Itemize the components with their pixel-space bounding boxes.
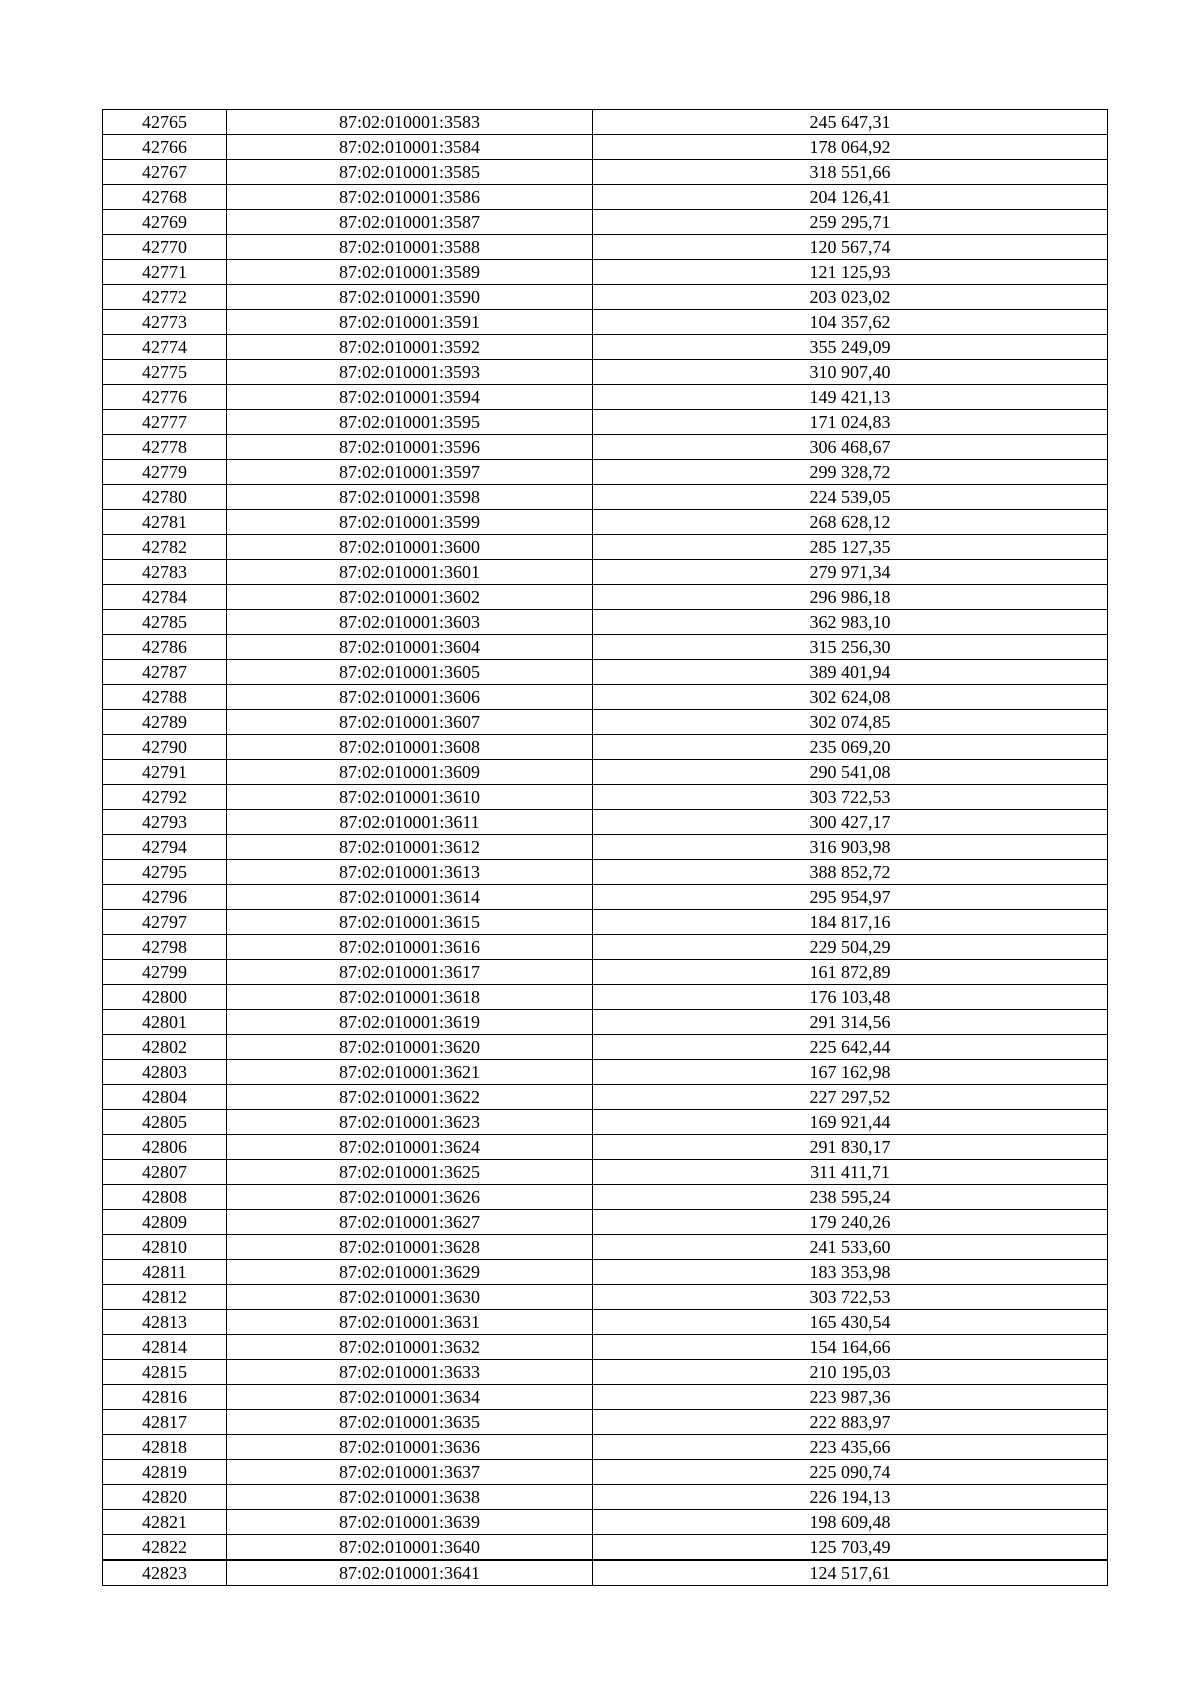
row-number-cell: 42822 (103, 1535, 227, 1561)
table-row (103, 985, 1108, 1010)
cadastral-number-cell: 87:02:010001:3585 (227, 160, 593, 185)
row-number-cell: 42803 (103, 1060, 227, 1085)
cadastral-value-cell: 224 539,05 (593, 485, 1108, 510)
row-number-cell: 42790 (103, 735, 227, 760)
cadastral-value-cell: 104 357,62 (593, 310, 1108, 335)
cadastral-number-cell: 87:02:010001:3588 (227, 235, 593, 260)
row-number-cell: 42770 (103, 235, 227, 260)
cadastral-number-cell: 87:02:010001:3621 (227, 1060, 593, 1085)
cadastral-number-cell: 87:02:010001:3599 (227, 510, 593, 535)
table-row (103, 535, 1108, 560)
cadastral-number-cell: 87:02:010001:3629 (227, 1260, 593, 1285)
row-number-cell: 42802 (103, 1035, 227, 1060)
cadastral-number-cell: 87:02:010001:3628 (227, 1235, 593, 1260)
cadastral-number-cell: 87:02:010001:3638 (227, 1485, 593, 1510)
cadastral-value-cell: 303 722,53 (593, 785, 1108, 810)
row-number-cell: 42794 (103, 835, 227, 860)
row-number-cell: 42778 (103, 435, 227, 460)
cadastral-value-cell: 169 921,44 (593, 1110, 1108, 1135)
table-row (103, 860, 1108, 885)
cadastral-value-cell: 210 195,03 (593, 1360, 1108, 1385)
cadastral-value-cell: 241 533,60 (593, 1235, 1108, 1260)
row-number-cell: 42781 (103, 510, 227, 535)
cadastral-value-cell: 184 817,16 (593, 910, 1108, 935)
cadastral-number-cell: 87:02:010001:3631 (227, 1310, 593, 1335)
cadastral-number-cell: 87:02:010001:3600 (227, 535, 593, 560)
cadastral-number-cell: 87:02:010001:3603 (227, 610, 593, 635)
cadastral-number-cell: 87:02:010001:3616 (227, 935, 593, 960)
row-number-cell: 42788 (103, 685, 227, 710)
cadastral-number-cell: 87:02:010001:3625 (227, 1160, 593, 1185)
table-row (103, 1260, 1108, 1285)
cadastral-number-cell: 87:02:010001:3623 (227, 1110, 593, 1135)
row-number-cell: 42818 (103, 1435, 227, 1460)
table-row (103, 560, 1108, 585)
table-row (103, 1485, 1108, 1510)
row-number-cell: 42771 (103, 260, 227, 285)
cadastral-number-cell: 87:02:010001:3586 (227, 185, 593, 210)
row-number-cell: 42801 (103, 1010, 227, 1035)
table-row (103, 310, 1108, 335)
cadastral-number-cell: 87:02:010001:3639 (227, 1510, 593, 1535)
row-number-cell: 42805 (103, 1110, 227, 1135)
row-number-cell: 42789 (103, 710, 227, 735)
cadastral-number-cell: 87:02:010001:3618 (227, 985, 593, 1010)
table-row (103, 1310, 1108, 1335)
row-number-cell: 42785 (103, 610, 227, 635)
cadastral-number-cell: 87:02:010001:3634 (227, 1385, 593, 1410)
cadastral-number-cell: 87:02:010001:3627 (227, 1210, 593, 1235)
cadastral-value-cell: 149 421,13 (593, 385, 1108, 410)
row-number-cell: 42806 (103, 1135, 227, 1160)
table-row (103, 1010, 1108, 1035)
table-row (103, 585, 1108, 610)
row-number-cell: 42813 (103, 1310, 227, 1335)
row-number-cell: 42817 (103, 1410, 227, 1435)
row-number-cell: 42787 (103, 660, 227, 685)
row-number-cell: 42811 (103, 1260, 227, 1285)
cadastral-number-cell: 87:02:010001:3592 (227, 335, 593, 360)
row-number-cell: 42796 (103, 885, 227, 910)
cadastral-number-cell: 87:02:010001:3626 (227, 1185, 593, 1210)
row-number-cell: 42807 (103, 1160, 227, 1185)
cadastral-number-cell: 87:02:010001:3611 (227, 810, 593, 835)
cadastral-value-cell: 198 609,48 (593, 1510, 1108, 1535)
table-row (103, 735, 1108, 760)
cadastral-number-cell: 87:02:010001:3604 (227, 635, 593, 660)
cadastral-value-cell: 306 468,67 (593, 435, 1108, 460)
table-row (103, 1335, 1108, 1360)
row-number-cell: 42772 (103, 285, 227, 310)
table-row (103, 710, 1108, 735)
table-row (103, 360, 1108, 385)
row-number-cell: 42791 (103, 760, 227, 785)
table-row (103, 260, 1108, 285)
cadastral-number-cell: 87:02:010001:3640 (227, 1535, 593, 1561)
cadastral-value-cell: 315 256,30 (593, 635, 1108, 660)
row-number-cell: 42809 (103, 1210, 227, 1235)
row-number-cell: 42773 (103, 310, 227, 335)
row-number-cell: 42815 (103, 1360, 227, 1385)
cadastral-value-cell: 176 103,48 (593, 985, 1108, 1010)
table-row (103, 760, 1108, 785)
cadastral-value-cell: 300 427,17 (593, 810, 1108, 835)
cadastral-value-cell: 204 126,41 (593, 185, 1108, 210)
table-row (103, 285, 1108, 310)
cadastral-value-cell: 171 024,83 (593, 410, 1108, 435)
row-number-cell: 42765 (103, 110, 227, 135)
cadastral-value-table (102, 109, 1108, 1586)
cadastral-value-cell: 362 983,10 (593, 610, 1108, 635)
table-row (103, 1535, 1108, 1561)
cadastral-value-cell: 299 328,72 (593, 460, 1108, 485)
row-number-cell: 42795 (103, 860, 227, 885)
row-number-cell: 42766 (103, 135, 227, 160)
table-row (103, 160, 1108, 185)
row-number-cell: 42819 (103, 1460, 227, 1485)
row-number-cell: 42797 (103, 910, 227, 935)
cadastral-number-cell: 87:02:010001:3583 (227, 110, 593, 135)
table-row (103, 810, 1108, 835)
cadastral-value-cell: 165 430,54 (593, 1310, 1108, 1335)
cadastral-value-cell: 279 971,34 (593, 560, 1108, 585)
cadastral-number-cell: 87:02:010001:3635 (227, 1410, 593, 1435)
cadastral-value-cell: 291 314,56 (593, 1010, 1108, 1035)
cadastral-number-cell: 87:02:010001:3605 (227, 660, 593, 685)
table-row (103, 235, 1108, 260)
table-row (103, 335, 1108, 360)
table-row (103, 110, 1108, 135)
cadastral-number-cell: 87:02:010001:3591 (227, 310, 593, 335)
table-row (103, 910, 1108, 935)
cadastral-value-cell: 295 954,97 (593, 885, 1108, 910)
table-row (103, 635, 1108, 660)
cadastral-number-cell: 87:02:010001:3620 (227, 1035, 593, 1060)
cadastral-value-cell: 161 872,89 (593, 960, 1108, 985)
table-row (103, 510, 1108, 535)
cadastral-number-cell: 87:02:010001:3602 (227, 585, 593, 610)
cadastral-number-cell: 87:02:010001:3607 (227, 710, 593, 735)
cadastral-number-cell: 87:02:010001:3590 (227, 285, 593, 310)
row-number-cell: 42798 (103, 935, 227, 960)
table-row (103, 685, 1108, 710)
row-number-cell: 42783 (103, 560, 227, 585)
table-row (103, 785, 1108, 810)
table-body (103, 110, 1108, 1586)
cadastral-value-cell: 310 907,40 (593, 360, 1108, 385)
cadastral-number-cell: 87:02:010001:3584 (227, 135, 593, 160)
cadastral-value-cell: 225 642,44 (593, 1035, 1108, 1060)
table-row (103, 1210, 1108, 1235)
cadastral-value-cell: 222 883,97 (593, 1410, 1108, 1435)
cadastral-value-cell: 245 647,31 (593, 110, 1108, 135)
row-number-cell: 42814 (103, 1335, 227, 1360)
cadastral-number-cell: 87:02:010001:3589 (227, 260, 593, 285)
cadastral-number-cell: 87:02:010001:3597 (227, 460, 593, 485)
cadastral-number-cell: 87:02:010001:3595 (227, 410, 593, 435)
cadastral-value-cell: 302 624,08 (593, 685, 1108, 710)
table-row (103, 1135, 1108, 1160)
cadastral-number-cell: 87:02:010001:3601 (227, 560, 593, 585)
row-number-cell: 42823 (103, 1560, 227, 1586)
cadastral-value-cell: 238 595,24 (593, 1185, 1108, 1210)
table-row (103, 1435, 1108, 1460)
row-number-cell: 42784 (103, 585, 227, 610)
table-row (103, 1560, 1108, 1586)
cadastral-value-cell: 225 090,74 (593, 1460, 1108, 1485)
cadastral-number-cell: 87:02:010001:3593 (227, 360, 593, 385)
cadastral-value-cell: 303 722,53 (593, 1285, 1108, 1310)
table-row (103, 1285, 1108, 1310)
row-number-cell: 42808 (103, 1185, 227, 1210)
row-number-cell: 42804 (103, 1085, 227, 1110)
cadastral-value-cell: 229 504,29 (593, 935, 1108, 960)
table-row (103, 935, 1108, 960)
cadastral-number-cell: 87:02:010001:3622 (227, 1085, 593, 1110)
cadastral-number-cell: 87:02:010001:3610 (227, 785, 593, 810)
table-row (103, 485, 1108, 510)
row-number-cell: 42780 (103, 485, 227, 510)
row-number-cell: 42820 (103, 1485, 227, 1510)
row-number-cell: 42793 (103, 810, 227, 835)
cadastral-number-cell: 87:02:010001:3608 (227, 735, 593, 760)
cadastral-number-cell: 87:02:010001:3598 (227, 485, 593, 510)
table-row (103, 960, 1108, 985)
cadastral-number-cell: 87:02:010001:3637 (227, 1460, 593, 1485)
cadastral-value-cell: 223 987,36 (593, 1385, 1108, 1410)
table-row (103, 1085, 1108, 1110)
cadastral-number-cell: 87:02:010001:3633 (227, 1360, 593, 1385)
table-row (103, 885, 1108, 910)
table-row (103, 385, 1108, 410)
table-row (103, 1460, 1108, 1485)
table-row (103, 1385, 1108, 1410)
cadastral-number-cell: 87:02:010001:3609 (227, 760, 593, 785)
cadastral-number-cell: 87:02:010001:3630 (227, 1285, 593, 1310)
cadastral-value-cell: 178 064,92 (593, 135, 1108, 160)
cadastral-number-cell: 87:02:010001:3619 (227, 1010, 593, 1035)
table-row (103, 1510, 1108, 1535)
table-row (103, 1060, 1108, 1085)
cadastral-value-cell: 203 023,02 (593, 285, 1108, 310)
cadastral-value-cell: 235 069,20 (593, 735, 1108, 760)
cadastral-value-cell: 154 164,66 (593, 1335, 1108, 1360)
cadastral-value-cell: 179 240,26 (593, 1210, 1108, 1235)
cadastral-value-cell: 318 551,66 (593, 160, 1108, 185)
table-row (103, 1410, 1108, 1435)
table-row (103, 1110, 1108, 1135)
cadastral-number-cell: 87:02:010001:3613 (227, 860, 593, 885)
table-row (103, 435, 1108, 460)
cadastral-value-cell: 355 249,09 (593, 335, 1108, 360)
row-number-cell: 42775 (103, 360, 227, 385)
cadastral-number-cell: 87:02:010001:3636 (227, 1435, 593, 1460)
cadastral-number-cell: 87:02:010001:3624 (227, 1135, 593, 1160)
row-number-cell: 42769 (103, 210, 227, 235)
cadastral-value-cell: 302 074,85 (593, 710, 1108, 735)
row-number-cell: 42786 (103, 635, 227, 660)
cadastral-number-cell: 87:02:010001:3606 (227, 685, 593, 710)
cadastral-value-cell: 183 353,98 (593, 1260, 1108, 1285)
cadastral-value-cell: 285 127,35 (593, 535, 1108, 560)
row-number-cell: 42799 (103, 960, 227, 985)
row-number-cell: 42768 (103, 185, 227, 210)
cadastral-value-cell: 290 541,08 (593, 760, 1108, 785)
table-row (103, 410, 1108, 435)
cadastral-value-cell: 259 295,71 (593, 210, 1108, 235)
cadastral-value-cell: 311 411,71 (593, 1160, 1108, 1185)
table-row (103, 135, 1108, 160)
row-number-cell: 42779 (103, 460, 227, 485)
row-number-cell: 42792 (103, 785, 227, 810)
table-row (103, 185, 1108, 210)
cadastral-number-cell: 87:02:010001:3612 (227, 835, 593, 860)
cadastral-value-cell: 124 517,61 (593, 1560, 1108, 1586)
cadastral-value-cell: 388 852,72 (593, 860, 1108, 885)
row-number-cell: 42810 (103, 1235, 227, 1260)
table-row (103, 210, 1108, 235)
cadastral-number-cell: 87:02:010001:3587 (227, 210, 593, 235)
table-row (103, 610, 1108, 635)
cadastral-value-cell: 121 125,93 (593, 260, 1108, 285)
cadastral-value-cell: 226 194,13 (593, 1485, 1108, 1510)
cadastral-value-cell: 120 567,74 (593, 235, 1108, 260)
row-number-cell: 42782 (103, 535, 227, 560)
cadastral-number-cell: 87:02:010001:3617 (227, 960, 593, 985)
cadastral-number-cell: 87:02:010001:3615 (227, 910, 593, 935)
cadastral-value-cell: 125 703,49 (593, 1535, 1108, 1561)
row-number-cell: 42774 (103, 335, 227, 360)
cadastral-number-cell: 87:02:010001:3594 (227, 385, 593, 410)
table-row (103, 660, 1108, 685)
table-row (103, 1235, 1108, 1260)
cadastral-value-cell: 389 401,94 (593, 660, 1108, 685)
row-number-cell: 42777 (103, 410, 227, 435)
cadastral-value-cell: 167 162,98 (593, 1060, 1108, 1085)
cadastral-number-cell: 87:02:010001:3641 (227, 1560, 593, 1586)
cadastral-value-cell: 296 986,18 (593, 585, 1108, 610)
row-number-cell: 42821 (103, 1510, 227, 1535)
table-row (103, 1360, 1108, 1385)
cadastral-value-cell: 268 628,12 (593, 510, 1108, 535)
cadastral-value-cell: 227 297,52 (593, 1085, 1108, 1110)
table-row (103, 1035, 1108, 1060)
row-number-cell: 42816 (103, 1385, 227, 1410)
cadastral-value-cell: 316 903,98 (593, 835, 1108, 860)
cadastral-value-cell: 223 435,66 (593, 1435, 1108, 1460)
table-row (103, 460, 1108, 485)
table-row (103, 835, 1108, 860)
cadastral-number-cell: 87:02:010001:3632 (227, 1335, 593, 1360)
row-number-cell: 42812 (103, 1285, 227, 1310)
cadastral-number-cell: 87:02:010001:3614 (227, 885, 593, 910)
row-number-cell: 42800 (103, 985, 227, 1010)
row-number-cell: 42767 (103, 160, 227, 185)
table-row (103, 1160, 1108, 1185)
cadastral-value-cell: 291 830,17 (593, 1135, 1108, 1160)
cadastral-number-cell: 87:02:010001:3596 (227, 435, 593, 460)
row-number-cell: 42776 (103, 385, 227, 410)
table-row (103, 1185, 1108, 1210)
